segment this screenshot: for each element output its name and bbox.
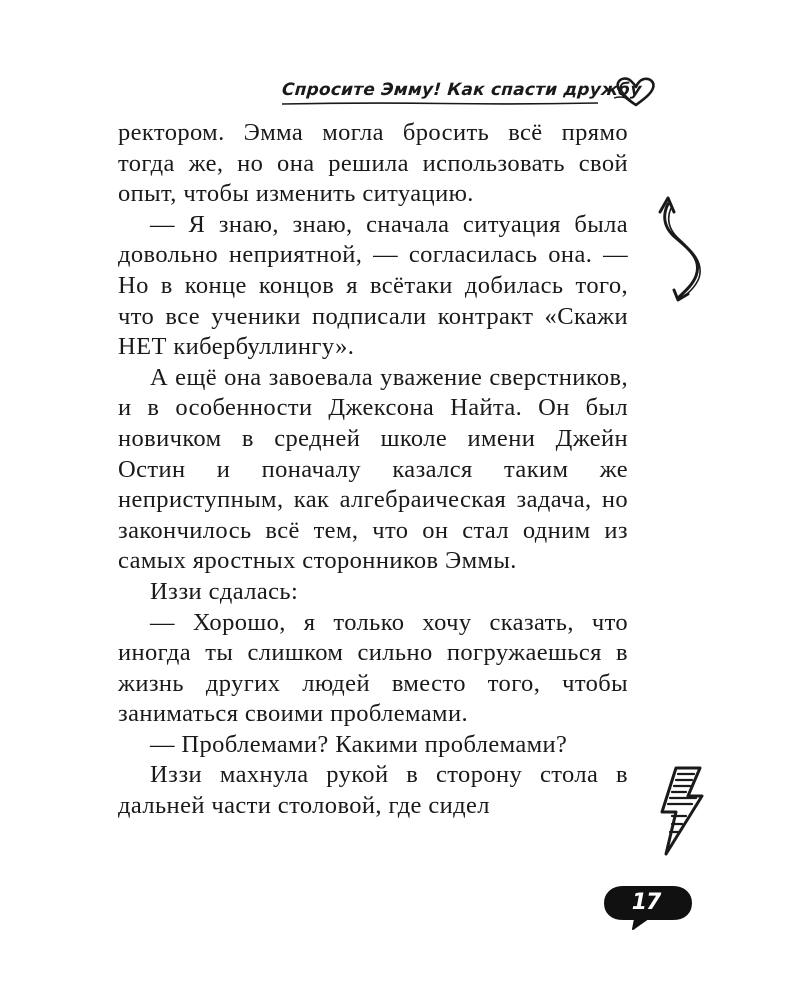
- running-head-title: Спросите Эмму! Как спасти дружбу: [281, 80, 643, 100]
- paragraph-6: — Проблемами? Какими проблемами?: [150, 730, 568, 758]
- paragraph-1: ректором. Эмма могла бросить всё прямо тогда же, но она решила использовать свой опыт, чтобы изменить ситуацию.: [118, 119, 628, 208]
- heart-icon: [612, 76, 660, 108]
- paragraph-4: Иззи сдалась:: [150, 577, 299, 605]
- lightning-icon: [656, 766, 706, 856]
- running-head-underline: [282, 102, 598, 105]
- paragraph-3: А ещё она завоевала уважение сверстников, и в особенности Джексона Найта. Он был новичком в средней школе имени Джейн Остин и поначалу казался таким же неприступным, как алгебраическая задача, но закончилось всё тем, что он стал одним из самых яростных сторонников Эммы.: [118, 363, 628, 575]
- running-head: [282, 76, 662, 108]
- paragraph-5: — Хорошо, я только хочу сказать, что иногда ты слишком сильно погружаешься в жизнь других людей вместо того, чтобы заниматься своими проблемами.: [118, 608, 628, 728]
- page-number-badge: [603, 883, 695, 933]
- body-text: [118, 118, 628, 822]
- squiggle-arrow-icon: [656, 194, 716, 304]
- paragraph-2: — Я знаю, знаю, сначала ситуация была довольно неприятной, — согласилась она. — Но в конце концов я всётаки добилась того, что все ученики подписали контракт «Скажи НЕТ кибербуллингу».: [118, 210, 628, 361]
- page-number: 17: [631, 890, 661, 915]
- paragraph-7: Иззи махнула рукой в сторону стола в дальней части столовой, где сидел: [118, 761, 628, 820]
